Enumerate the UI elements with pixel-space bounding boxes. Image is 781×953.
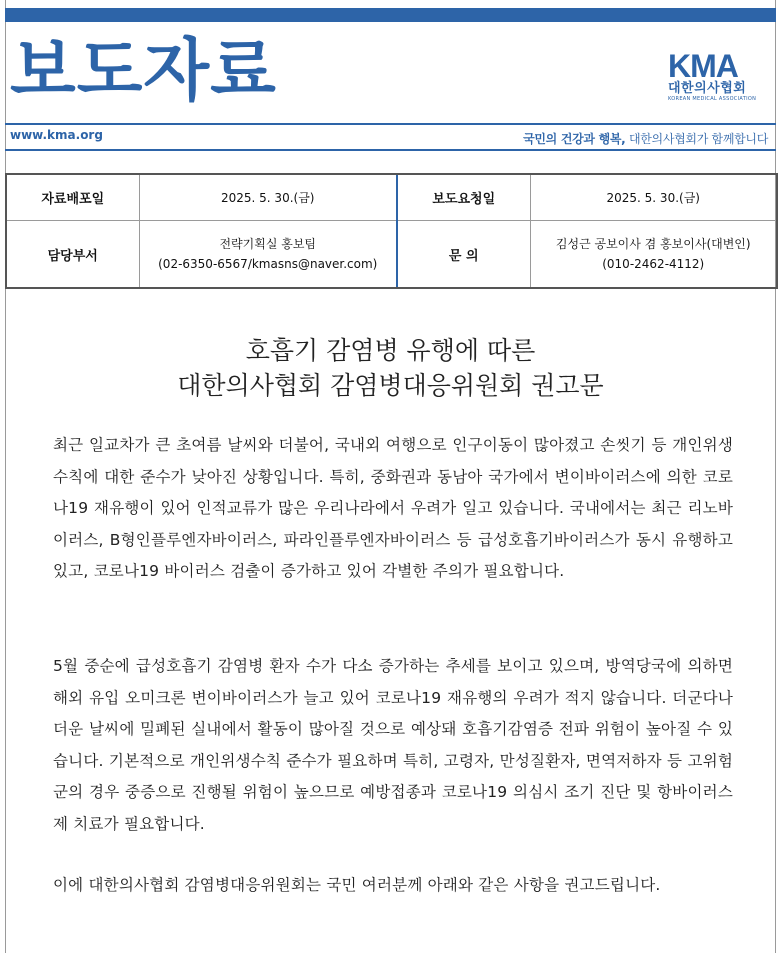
table-row <box>6 221 777 289</box>
article-paragraph: 이에 대한의사협회 감염병대응위원회는 국민 여러분께 아래와 같은 사항을 권고드립니다. <box>53 876 661 894</box>
header-top-bar <box>5 8 776 22</box>
article-paragraph: 최근 일교차가 큰 초여름 날씨와 더불어, 국내외 여행으로 인구이동이 많아졌고 손씻기 등 개인위생수칙에 대한 준수가 낮아진 상황입니다. 특히, 중화권과 동남아 국가에서 변이바이러스에 의한 코로나19 재유행이 있어 인적교류가 많은 우리나라에서 우려가 일고 있습니다. 국내에서는 최근 리노바이러스, B형인플루엔자바이러스, 파라인플루엔자바이러스 등 급성호흡기바이러스가 동시 유행하고 있고, 코로나19 바이러스 검출이 증가하고 있어 각별한 주의가 필요합니다. <box>53 436 733 580</box>
kma-logo-english: KOREAN MEDICAL ASSOCIATION <box>668 96 757 102</box>
article-title-line2: 대한의사협회 감염병대응위원회 권고문 <box>177 371 604 400</box>
header-divider <box>5 123 776 125</box>
department-contact: (02-6350-6567/kmasns@naver.com) <box>158 257 378 271</box>
kma-logo <box>668 50 772 106</box>
contact-phone: (010-2462-4112) <box>602 257 705 271</box>
release-date-value: 2025. 5. 30.(금) <box>139 174 397 221</box>
department-name: 전략기획실 홍보팀 <box>219 237 317 251</box>
release-date-label: 자료배포일 <box>6 174 139 221</box>
article-paragraph: 5월 중순에 급성호흡기 감염병 환자 수가 다소 증가하는 추세를 보이고 있으며, 방역당국에 의하면 해외 유입 오미크론 변이바이러스가 늘고 있어 코로나19 재유행의 우려가 적지 않습니다. 더군다나 더운 날씨에 밀폐된 실내에서 활동이 많아질 것으로 예상돼 호흡기감염증 전파 위험이 높아질 수 있습니다. 기본적으로 개인위생수칙 준수가 필요하며 특히, 고령자, 만성질환자, 면역저하자 등 고위험군의 경우 중증으로 진행될 위험이 높으므로 예방접종과 코로나19 의심시 조기 진단 및 항바이러스제 치료가 필요합니다. <box>53 657 733 833</box>
request-date-label: 보도요청일 <box>397 174 530 221</box>
release-info-table <box>5 173 778 289</box>
contact-value <box>530 221 777 289</box>
request-date-value: 2025. 5. 30.(금) <box>530 174 777 221</box>
website-link[interactable]: www.kma.org <box>10 128 103 142</box>
department-label: 담당부서 <box>6 221 139 289</box>
contact-label: 문 의 <box>397 221 530 289</box>
slogan-bold: 국민의 건강과 행복, <box>523 132 626 146</box>
press-release-title: 보도자료 <box>10 32 277 111</box>
department-value <box>139 221 397 289</box>
kma-logo-korean: 대한의사협회 <box>668 81 747 96</box>
article-title <box>5 333 776 403</box>
kma-logo-mark: KMA <box>668 48 738 84</box>
slogan <box>523 130 768 147</box>
header-divider-bottom <box>5 149 776 151</box>
contact-person: 김성근 공보이사 겸 홍보이사(대변인) <box>555 237 751 251</box>
table-row <box>6 174 777 221</box>
slogan-rest: 대한의사협회가 함께합니다 <box>625 132 768 146</box>
article-title-line1: 호흡기 감염병 유행에 따른 <box>245 336 536 365</box>
